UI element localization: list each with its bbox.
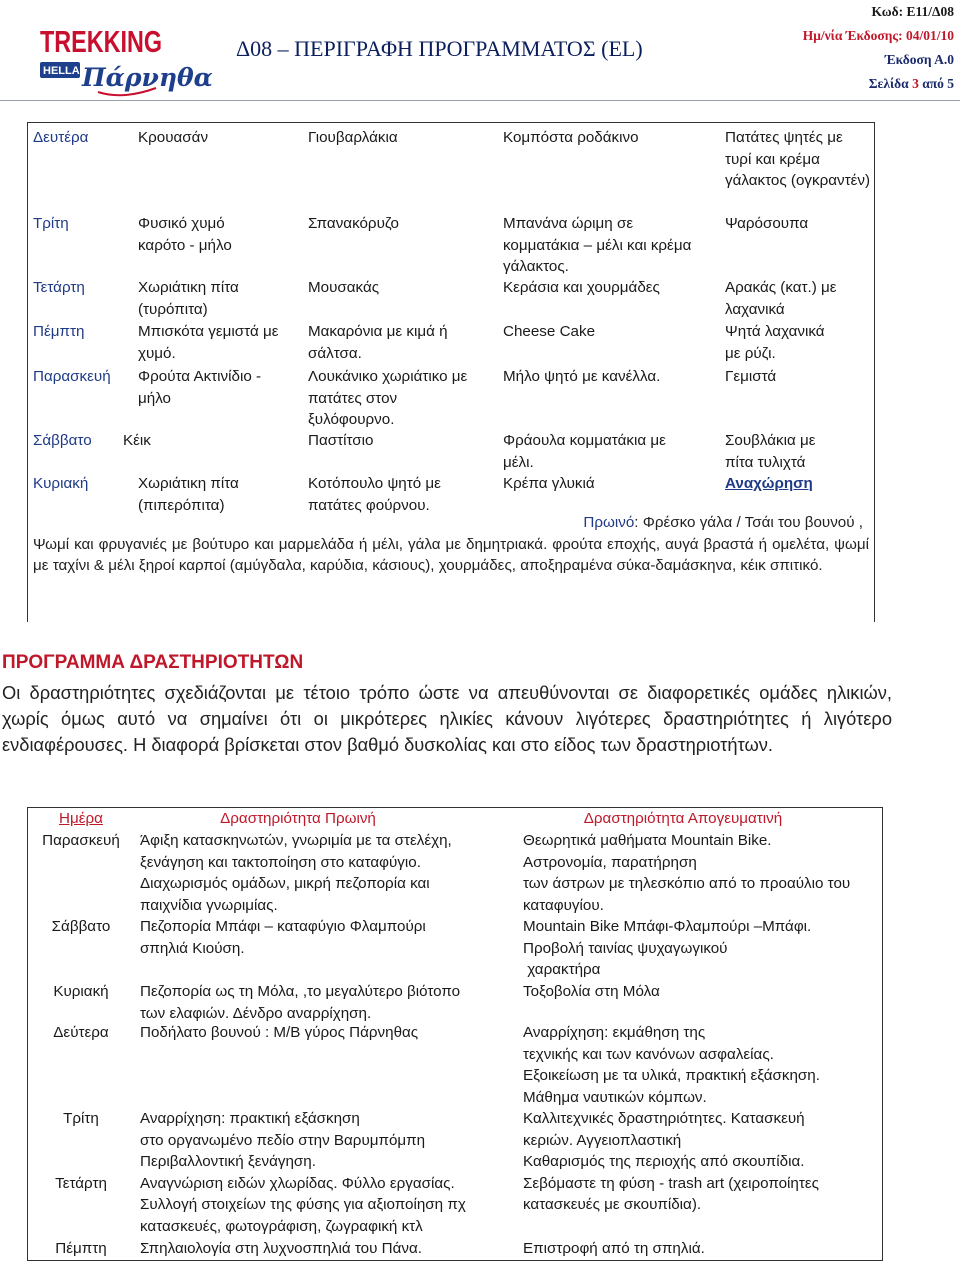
activity-afternoon-line: Θεωρητικά μαθήματα Mountain Bike. (523, 832, 772, 849)
meal-col2: Σπανακόρυζο (308, 215, 400, 232)
breakfast-note (33, 512, 869, 577)
meal-col3: Κρέπα γλυκιά (503, 475, 595, 492)
activity-afternoon-line: Αναρρίχηση: εκμάθηση της (523, 1024, 706, 1041)
logo-sub-text: HELLAS (43, 65, 87, 77)
activity-afternoon (523, 830, 878, 916)
meal-col4: Αρακάς (κατ.) με λαχανικά (725, 279, 837, 318)
page-label-mid: από (922, 76, 944, 91)
meal-col4: Σουβλάκια με πίτα τυλιχτά (725, 432, 816, 471)
meal-day: Τετάρτη (33, 279, 85, 296)
document-title: Δ08 – ΠΕΡΙΓΡΑΦΗ ΠΡΟΓΡΑΜΜΑΤΟΣ (EL) (236, 36, 643, 61)
edition: Έκδοση Α.0 (884, 52, 954, 67)
meal-day: Πέμπτη (33, 323, 85, 340)
page-number (803, 72, 954, 96)
activity-day: Κυριακή (53, 983, 109, 1000)
activity-morning-line: ξενάγηση και τακτοποίηση στο καταφύγιο. (140, 853, 421, 871)
trekking-hellas-logo (38, 22, 213, 104)
activity-morning (140, 830, 510, 916)
activity-afternoon (523, 1238, 878, 1260)
activity-afternoon-line: Μάθημα ναυτικών κόμπων. (523, 1088, 707, 1106)
activity-afternoon (523, 1108, 878, 1151)
meal-col2: Γιουβαρλάκια (308, 129, 398, 146)
header-divider (0, 100, 960, 101)
breakfast-label: Πρωινό (583, 514, 635, 531)
meal-col1: Κρουασάν (138, 129, 209, 146)
document-meta (803, 0, 954, 96)
header-morning: Δραστηριότητα Πρωινή (220, 810, 376, 827)
activity-afternoon (523, 1151, 878, 1216)
logo-main-text: TREKKING (40, 24, 162, 59)
issue-date-label: Ημ/νία Έκδοσης: (802, 28, 903, 43)
meal-col4: Γεμιστά (725, 368, 777, 385)
activity-afternoon-line: των άστρων με τηλεσκόπιο από το προαύλιο του (523, 875, 851, 892)
meal-day: Δευτέρα (33, 129, 89, 146)
activity-day: Τρίτη (63, 1110, 99, 1127)
activity-afternoon-line: Τοξοβολία στη Μόλα (523, 983, 660, 1000)
activity-morning (140, 916, 510, 959)
activity-afternoon (523, 916, 878, 981)
meal-col2: Λουκάνικο χωριάτικο με πατάτες στον ξυλόφουρνο. (308, 368, 468, 428)
meal-col3: Κομπόστα ροδάκινο (503, 129, 639, 146)
activity-morning-line: στο οργανωμένο πεδίο στην Βαρυμπόμπη (140, 1131, 426, 1149)
activity-morning-line: Πεζοπορία ως τη Μόλα, ,το μεγαλύτερο βιότοπο (140, 983, 461, 1000)
meal-col1: Χωριάτικη πίτα (πιπερόπιτα) (138, 475, 239, 514)
meal-table (27, 122, 875, 622)
breakfast-lead-text: : Φρέσκο γάλα / Τσάι του βουνού , (634, 514, 863, 531)
breakfast-lead (33, 512, 869, 534)
activity-day: Τετάρτη (55, 1175, 107, 1192)
activity-afternoon-line: Καλλιτεχνικές δραστηριότητες. Κατασκευή (523, 1110, 805, 1127)
meal-col3: Μπανάνα ώριμη σε κομματάκια – μέλι και κρέμα γάλακτος. (503, 215, 692, 275)
activity-morning-line: Αναγνώριση ειδών χλωρίδας. Φύλλο εργασίας. (140, 1174, 455, 1192)
meal-col2: Μακαρόνια με κιμά ή σάλτσα. (308, 323, 448, 362)
activity-morning-line: Ποδήλατο βουνού : Μ/Β γύρος Πάρνηθας (140, 1024, 419, 1041)
meal-col1: Μπισκότα γεμιστά με χυμό. (138, 323, 279, 362)
page-total: 5 (947, 76, 954, 91)
activity-morning (140, 1151, 510, 1237)
activities-table (27, 807, 883, 1261)
activity-afternoon-line: Εξοικείωση με τα υλικά, πρακτική εξάσκηση. (523, 1067, 820, 1084)
activity-morning-line: Περιβαλλοντική ξενάγηση. (140, 1153, 316, 1170)
activity-day: Σάββατο (51, 918, 111, 935)
activity-morning-line: Αναρρίχηση: πρακτική εξάσκηση (140, 1110, 360, 1127)
activity-afternoon-line: Προβολή ταινίας ψυχαγωγικού (523, 939, 728, 957)
meal-day: Παρασκευή (33, 368, 111, 385)
program-text: Οι δραστηριότητες σχεδιάζονται με τέτοιο τρόπο ώστε να απευθύνονται σε διαφορετικές ομάδες ηλικιών, χωρίς όμως αυτό να σημαίνει ότι οι μικρότερες ηλικίες κάνουν λιγότερες δραστηριότητες ή λιγότερο ενδιαφέρουσες. Η διαφορά βρίσκεται στον βαθμό δυσκολίας και στο είδος των δραστηριοτήτων. (2, 682, 892, 755)
activity-afternoon-line: κεριών. Αγγειοπλαστική (523, 1131, 682, 1149)
meal-col1: Κέικ (123, 432, 151, 449)
activity-afternoon-line: Αστρονομία, παρατήρηση (523, 853, 697, 871)
meal-col4: Πατάτες ψητές με τυρί και κρέμα γάλακτος (ογκραντέν) (725, 129, 871, 189)
meal-col2: Κοτόπουλο ψητό με πατάτες φούρνου. (308, 475, 441, 514)
activity-day: Δεύτερα (53, 1024, 109, 1041)
meal-day: Σάββατο (33, 432, 92, 449)
activity-afternoon-line: τεχνικής και των κανόνων ασφαλείας. (523, 1045, 774, 1063)
page-label-pre: Σελίδα (868, 76, 909, 91)
meal-col3: Μήλο ψητό με κανέλλα. (503, 368, 661, 385)
activity-morning (140, 1108, 510, 1151)
activity-morning-line: κατασκευές, φωτογράφιση, ζωγραφική κτλ (140, 1217, 423, 1235)
activity-afternoon-line: Καθαρισμός της περιοχής από σκουπίδια. (523, 1153, 805, 1170)
activity-afternoon-line: Επιστροφή από τη σπηλιά. (523, 1240, 705, 1257)
activity-morning-line: Διαχωρισμός ομάδων, μικρή πεζοπορία και (140, 875, 430, 892)
meal-col4: Ψαρόσουπα (725, 215, 809, 232)
breakfast-text: Ψωμί και φρυγανιές με βούτυρο και μαρμελάδα ή μέλι, γάλα με δημητριακά. φρούτα εποχής, αυγά βραστά ή ομελέτα, ψωμί με ταχίνι & μέλι ξηροί καρποί (αμύγδαλα, καρύδια, κάσιους), χουρμάδες, αποξηραμένα σύκα-δαμάσκηνα, κέικ σπιτικό. (33, 535, 869, 574)
meal-col2: Παστίτσιο (308, 432, 374, 449)
doc-code: Κωδ: Ε11/Δ08 (871, 4, 954, 19)
meal-col1: Χωριάτικη πίτα (τυρόπιτα) (138, 279, 239, 318)
program-title: ΠΡΟΓΡΑΜΜΑ ΔΡΑΣΤΗΡΙΟΤΗΤΩΝ (2, 652, 304, 673)
activity-afternoon-line: κατασκευές με σκουπίδια). (523, 1196, 702, 1213)
meal-col1: Φυσικό χυμό καρότο - μήλο (138, 215, 232, 254)
meal-col3: Φράουλα κομματάκια με μέλι. (503, 432, 666, 471)
header-afternoon: Δραστηριότητα Απογευματινή (583, 810, 783, 827)
departure-label: Αναχώρηση (725, 475, 813, 492)
activity-day: Παρασκευή (42, 832, 120, 849)
logo-script-text: Πάρνηθα (82, 63, 213, 92)
meal-col3: Κεράσια και χουρμάδες (503, 279, 660, 296)
meal-col2: Μουσακάς (308, 279, 380, 296)
activity-morning-line: Πεζοπορία Μπάφι – καταφύγιο Φλαμπούρι (140, 918, 426, 935)
activity-afternoon-line: Σεβόμαστε τη φύση - trash art (χειροποίητες (523, 1174, 819, 1192)
meal-col3: Cheese Cake (503, 323, 596, 340)
issue-date (803, 24, 954, 48)
meal-col4: Ψητά λαχανικά με ρύζι. (725, 323, 825, 362)
header-day: Ημέρα (59, 810, 103, 827)
meal-day: Τρίτη (33, 215, 69, 232)
activity-morning-line: Συλλογή στοιχείων της φύσης για αξιοποίηση πχ (140, 1196, 466, 1213)
activity-morning-line: των ελαφιών. Δένδρο αναρρίχηση. (140, 1004, 372, 1022)
activity-afternoon-line: καταφυγίου. (523, 896, 604, 914)
activity-morning-line: Άφιξη κατασκηνωτών, γνωριμία με τα στελέχη, (140, 832, 452, 849)
activity-morning-line: Σπηλαιολογία στη λυχνοσπηλιά του Πάνα. (140, 1240, 422, 1257)
activity-afternoon-line: χαρακτήρα (523, 961, 601, 978)
activity-day: Πέμπτη (55, 1240, 107, 1257)
activity-afternoon (523, 1022, 878, 1108)
activity-afternoon (523, 981, 878, 1003)
activity-morning-line: σπηλιά Κιούση. (140, 939, 245, 957)
activity-morning (140, 1022, 510, 1044)
page-current: 3 (912, 76, 919, 91)
issue-date-value: 04/01/10 (905, 28, 954, 43)
activity-morning-line: παιχνίδια γνωριμίας. (140, 896, 278, 914)
meal-day: Κυριακή (33, 475, 89, 492)
activity-morning (140, 981, 510, 1024)
activity-afternoon-line: Mountain Bike Μπάφι-Φλαμπούρι –Μπάφι. (523, 918, 812, 935)
meal-col1: Φρούτα Ακτινίδιο - μήλο (138, 368, 262, 407)
activity-morning (140, 1238, 510, 1260)
